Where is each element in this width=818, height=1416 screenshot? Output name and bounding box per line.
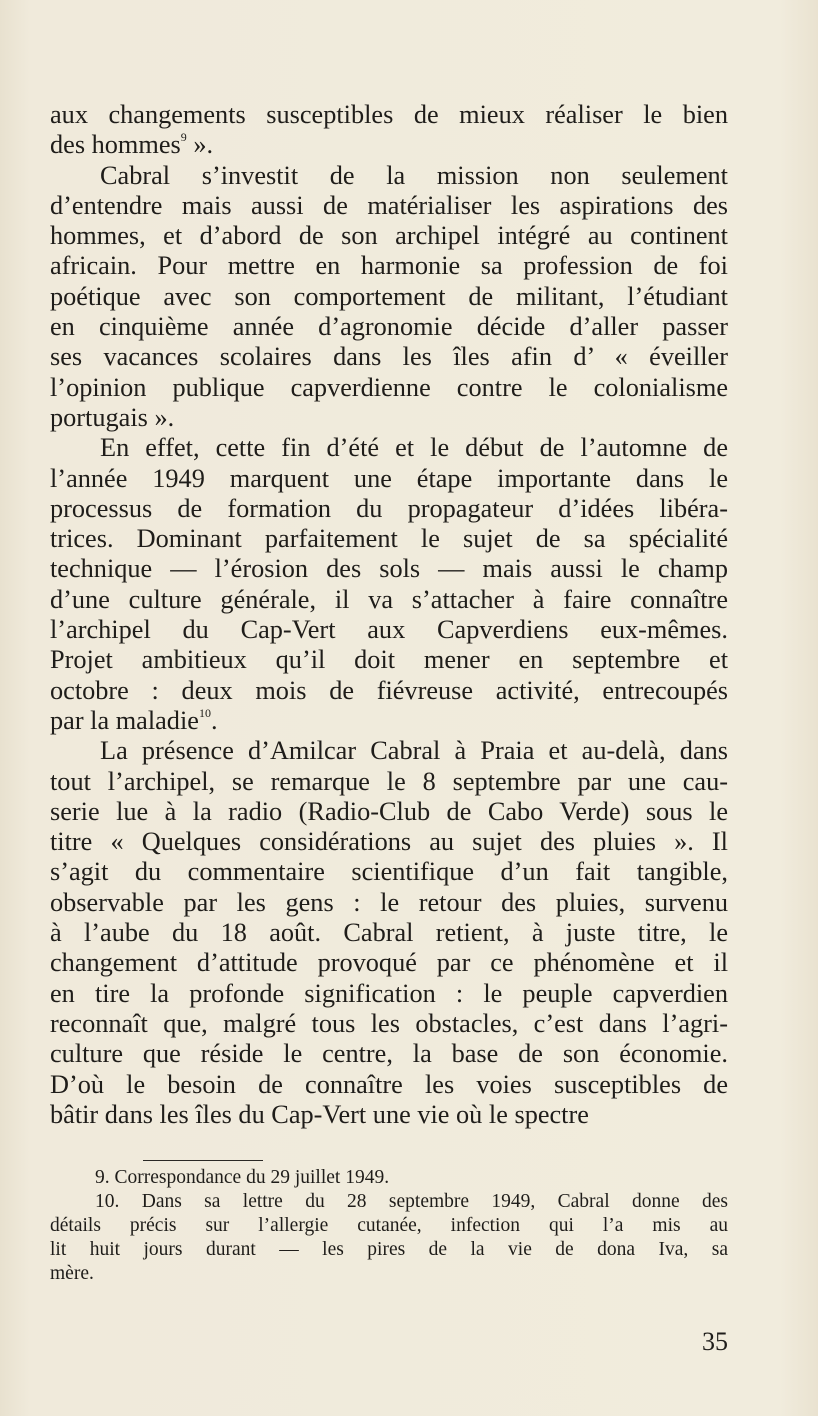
line-text: . [210,705,218,735]
text-line: La présence d’Amilcar Cabral à Praia et au-delà, dans [100,736,728,766]
line-text: des hommes [50,130,181,160]
page-number: 35 [702,1327,728,1356]
text-line: l’année 1949 marquent une étape importante dans le [50,463,728,493]
text-line: hommes, et d’abord de son archipel intégré au continent [50,221,728,251]
text-line: en cinquième année d’agronomie décide d’aller passer [50,312,728,342]
text-line [50,130,728,160]
text-line: portugais ». [50,402,175,432]
text-line: tout l’archipel, se remarque le 8 septembre par une cau- [50,766,728,796]
text-line: à l’aube du 18 août. Cabral retient, à juste titre, le [50,918,728,948]
paragraph [50,100,728,161]
text-line: changement d’attitude provoqué par ce phénomène et il [50,948,728,978]
text-line: aux changements susceptibles de mieux réaliser le bien [50,100,728,129]
line-text: par la maladie [50,705,199,735]
footnote [50,1166,728,1190]
text-line: culture que réside le centre, la base de son économie. [50,1039,728,1069]
text-line: ses vacances scolaires dans les îles afin d’ « éveiller [50,342,728,372]
text-line [50,706,728,736]
footnote-marker: 10 [198,705,211,720]
text-line: technique — l’érosion des sols — mais aussi le champ [50,554,728,584]
text-line: l’opinion publique capverdienne contre le colonialisme [50,372,728,402]
footnotes [50,1166,728,1286]
text-line: reconnaît que, malgré tous les obstacles, c’est dans l’agri- [50,1008,728,1038]
paragraph [50,736,728,1130]
text-line: africain. Pour mettre en harmonie sa profession de foi [50,251,728,281]
footnote-line: 10. Dans sa lettre du 28 septembre 1949, Cabral donne des [95,1191,728,1212]
body-text [50,100,728,1130]
text-line: poétique avec son comportement de militant, l’étudiant [50,281,728,311]
text-line: Cabral s’investit de la mission non seulement [100,160,728,190]
text-line: s’agit du commentaire scientifique d’un fait tangible, [50,857,728,887]
text-line: Projet ambitieux qu’il doit mener en septembre et [50,645,728,675]
text-line: d’une culture générale, il va s’attacher à faire connaître [50,584,728,614]
text-line: d’entendre mais aussi de matérialiser les aspirations des [50,190,728,220]
text-line: processus de formation du propagateur d’idées libéra- [50,493,728,523]
paragraph [50,433,728,736]
footnote-separator [143,1160,263,1161]
text-line: serie lue à la radio (Radio-Club de Cabo Verde) sous le [50,796,728,826]
footnote-marker: 9 [180,130,187,145]
line-text: ». [186,130,214,160]
footnote-line: mère. [50,1263,94,1284]
text-line: bâtir dans les îles du Cap-Vert une vie où le spectre [50,1099,589,1129]
footnote-line: lit huit jours durant — les pires de la vie de dona Iva, sa [50,1239,728,1260]
text-line: D’où le besoin de connaître les voies susceptibles de [50,1069,728,1099]
footnote-line: détails précis sur l’allergie cutanée, infection qui l’a mis au [50,1215,728,1236]
footnote [50,1190,728,1286]
paragraph [50,161,728,434]
text-line: octobre : deux mois de fiévreuse activité, entrecoupés [50,675,728,705]
text-line: trices. Dominant parfaitement le sujet de sa spécialité [50,524,728,554]
footnote-line: 9. Correspondance du 29 juillet 1949. [95,1167,390,1188]
text-line: en tire la profonde signification : le peuple capverdien [50,978,728,1008]
text-line: observable par les gens : le retour des pluies, survenu [50,887,728,917]
text-line: titre « Quelques considérations au sujet des pluies ». Il [50,827,728,857]
text-line: l’archipel du Cap-Vert aux Capverdiens eux-mêmes. [50,615,728,645]
text-line: En effet, cette fin d’été et le début de l’automne de [100,433,728,463]
